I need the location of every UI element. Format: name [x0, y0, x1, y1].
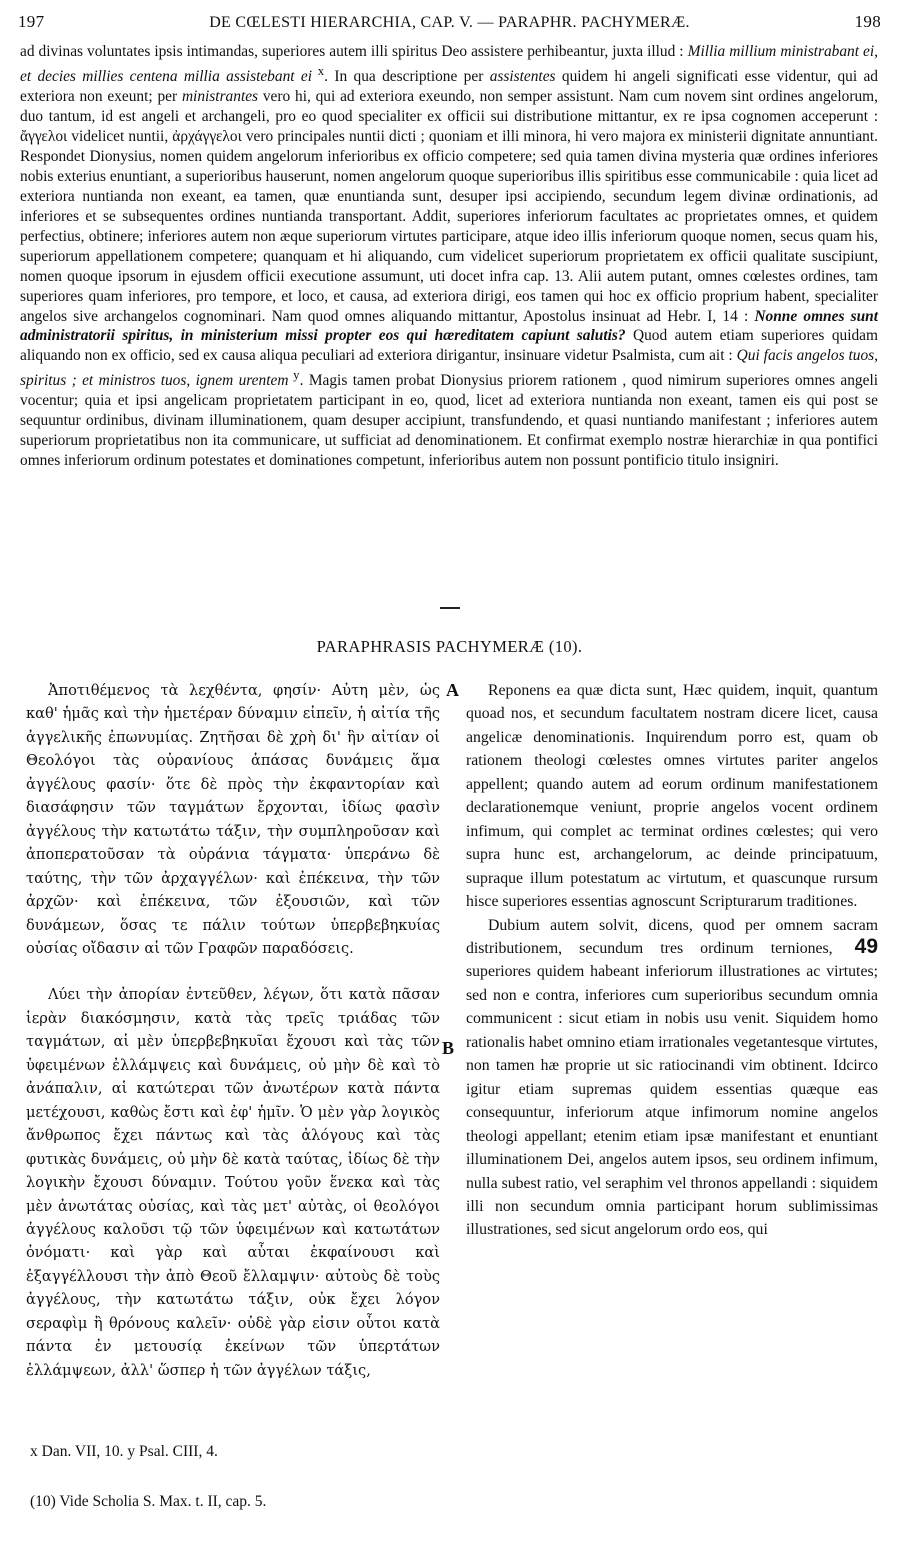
greek-paragraph: Λύει τὴν ἀπορίαν ἐντεῦθεν, λέγων, ὅτι κατὰ πᾶσαν ἱερὰν διακόσμησιν, κατὰ τὰς τρεῖς τριάδας τῶν ταγμάτων, αἱ μὲν ὑπερβεβηκυῖαι ἔχουσι καὶ τὰς τῶν ὑφειμένων ἐλλάμψεις καὶ δυνάμεις, οὐ μὴν δὲ καὶ τὸ ἀνάπαλιν, αἱ κατώτεραι τῶν ἀνωτέρων κατὰ πάντα μετέχουσι, καθὼς ἔστι καὶ ἐφ' ἡμῖν. Ὁ μὲν γὰρ λογικὸς ἄνθρωπος ἔχει πάντως καὶ τὰς ἀλόγους καὶ τὰς φυτικὰς δυνάμεις, οὐ μὴν δὲ κατὰ ταύτας, ἰδίως δὲ τὴν λογικὴν ἔχουσι δύναμιν. Τούτου γοῦν ἕνεκα καὶ τὰς μὲν ἀνωτάτας οὐσίας, καὶ τὰς μετ' αὐτὰς, οἱ θεολόγοι ἀγγέλους καλοῦσι τῷ τῶν ὑφειμένων καὶ κατωτάτων ὀνόματι· καὶ γὰρ καὶ αὗται ἐκφαίνουσι καὶ ἐξαγγέλλουσι τὴν ἀπὸ Θεοῦ ἔλλαμψιν· αὐτοὺς δὲ τοὺς ἀγγέλους, τὴν κατωτάτω τάξιν, οὐκ ἔχει λόγον σεραφὶμ ἢ θρόνους καλεῖν· οὐδὲ γὰρ εἰσιν οὗτοι κατὰ πάντα ἐν μετουσίᾳ ἐκείνων τῶν ὑπερτάτων ἐλλάμψεων, ἀλλ' ὥσπερ ἡ τῶν ἀγγέλων τάξις, — [26, 986, 440, 1379]
text-run: superiores quidem habeant inferiorum illustrationes ac virtutes; sed non e contra, inferiores cum superioribus secundum omnia communicent : sicut etiam in nobis usu venit. Siquidem homo rationalis habet omnino etiam irrationales vegetantesque virtutes, non tamen hæ proprie ut sic ratiocinandi vim obtinent. Idcirco igitur etiam supremas quidem essentias quæque eas consequuntur, inferiorum atque infimorum nomine angelos theologi appellant; etenim etiam ipsæ manifestant et enuntiant illuminationem Dei, angelos autem ipsos, seu ordinem infimum, nulla subest ratio, vel seraphim vel thronos appellandi : siquidem illi non secundum omnia participant horum sublimissimas illustrationes, sed sicut angelorum ordo eos, qui — [466, 963, 878, 1239]
footnote-ref: y — [288, 368, 300, 383]
text-run: . In qua descriptione per — [324, 68, 490, 86]
footnote-scholia: (10) Vide Scholia S. Max. t. II, cap. 5. — [30, 1493, 267, 1510]
scripture-quote: Millia millium ministrabant ei, et decies millies centena millia assistebant ei — [20, 43, 878, 86]
scripture-quote: Nonne omnes sunt administratorii spiritus, in ministerium missi propter eos qui hæreditatem capiunt salutis? — [20, 307, 879, 345]
text-run: ad divinas voluntates ipsis intimandas, superiores autem illi spiritus Deo assistere perhibeantur, juxta illud : — [20, 43, 688, 60]
greek-column — [26, 679, 440, 1382]
column-number: 49 — [854, 934, 878, 958]
scripture-quote: Qui facis angelos tuos, spiritus ; et ministros tuos, ignem urentem — [20, 347, 878, 390]
page-number-left: 197 — [18, 12, 45, 31]
footnote-ref: x — [312, 63, 325, 78]
latin-paragraph: Reponens ea quæ dicta sunt, Hæc quidem, inquit, quantum quoad nos, et secundum facultatem nostram dicere licet, causa angelicæ denominationis. Inquirendum porro est, quam ob rationem theologi cœlestes omnes virtutes pariter angelos appellent; quando autem ad eorum ordinum manifestationem declarationemque veniunt, proprie angelos vocent ordinem infimum, qui complet ac terminat ordines cœlestes; qui vero supra hunc est, archangelorum, ac deinde principatuum, supraque illum potestatum ac virtutum, et quascunque rursum hisce superiores essentias agnoscunt Scripturarum traditiones. — [466, 682, 878, 911]
greek-paragraph: Ἀποτιθέμενος τὰ λεχθέντα, φησίν· Αὐτη μὲν, ὡς καθ' ἡμᾶς καὶ τὴν ἡμετέραν δύναμιν εἰπεῖν, ἡ αἰτία τῆς ἀγγελικῆς ἐπωνυμίας. Ζητῆσαι δὲ χρὴ δι' ἣν αἰτίαν οἱ Θεολόγοι τὰς οὐρανίους ἁπάσας δυνάμεις ἅμα ἀγγέλους φασίν· ὅτε δὲ πρὸς τὴν ἐκφαντορίαν καὶ διασάφησιν τῶν ταγμάτων ἔρχονται, ἰδίως φασὶν ἀγγέλους τὴν κατωτάτω τάξιν, τὴν συμπληροῦσαν καὶ ἀποπερατοῦσαν τὰ οὐράνια τάγματα· ὑπεράνω δὲ ταύτης, τὴν τῶν ἀρχαγγέλων· καὶ ἐπέκεινα, τὴν τῶν ἀρχῶν· καὶ ἐπέκεινα, τῶν ἐξουσιῶν, καὶ τῶν δυνάμεων, ὅσας τε πάλιν τούτων ὑπερβεβηκυίας οὐσίας οἴδασιν αἱ τῶν Γραφῶν παραδόσεις. — [26, 682, 440, 957]
text-run: Quod autem etiam superiores quidam aliquando non ex officio, sed ex causa aliqua peculiari ad exteriora dirigantur, insinuare videtur Psalmista, cum ait : — [20, 327, 878, 365]
text-run: vero hi, qui ad exteriora exeundo, non semper assistunt. Nam cum novem sint ordines angelorum, duo tantum, id est angeli et archangeli, pro eo quod specialiter ex officii sui distributione mittantur, ex re ipsa cognomen acceperunt : ἄγγελοι videlicet nuntii, ἀρχάγγελοι vero principales nuntii dicti ; quoniam et illi minora, hi vero majora ex ministerii dignitate annuntiant. Respondet Dionysius, nomen quidem angelorum inferioribus ex officio competere; sed quia tamen divina mysteria quæ ordines inferiores nobis exterius enuntiant, a superioribus hauserunt, nomen angelorum quoque superioribus illis spiritibus esse communicabile : quia licet ad exteriora nuntianda non exeant, ea tamen, quæ enuntianda sunt, desuper ipsi accipiendo, secundum legem divinæ ordinationis, ad inferiores et se subsequentes ordines nuntianda transportant. Addit, superiores inferiorum facultates ac proprietates omnes, et quidem perfectius, obtinere; inferiores autem non æque superiorum virtutes participare, atque ideo illis inferiorum quoque nomen, secus quam his, superiorum appellationem competere; quanquam et hi aliquando, cum videlicet superiorum proprietatem ex officii qualitate suscipiunt, nomen quoque ipsorum in ejusdem officii executione assumunt, uti docet infra cap. 13. Alii autem putant, omnes cœlestes ordines, tam superiores quam inferiores, pro tempore, et loco, et causa, ad exteriora dirigi, eos tamen qui hoc ex officio proprium habent, specialiter angelos sive archangelos cognominari. Nam quod omnes aliquando mittantur, Apostolus insinuat ad Hebr. I, 14 : — [20, 88, 878, 325]
section-title: PARAPHRASIS PACHYMERÆ (10). — [316, 637, 583, 656]
footnote-references: x Dan. VII, 10. y Psal. CIII, 4. — [30, 1443, 218, 1460]
text-run: . Magis tamen probat Dionysius priorem rationem , quod nimirum superiores omnes angeli vocentur; quia et ipsi angelicam proprietatem participant in eo, quod, licet ad exteriora nuntianda non exeant, tamen eis qui post se sequuntur ordinibus, divinam illuminationem, quam desuper accipiunt, transfundendo, et quasi nuntiando manifestant ; inferiores autem superiorum proprietatibus non ita communicare, ut sufficiat ad denominationem. Et confirmat exemplo nostræ hierarchiæ in qua pontifici omnes inferiorum ordinum potestates et dominationes competunt, inferioribus autem non possunt pontificio titulo insigniri. — [20, 372, 879, 470]
commentary-paragraph — [20, 42, 878, 471]
running-header — [18, 12, 881, 38]
latin-column — [466, 679, 878, 1242]
emphasis-word: ministrantes — [181, 88, 259, 106]
margin-marker-a: A — [446, 680, 459, 700]
text-run: quidem hi angeli significati esse videntur, qui ad exteriora non exeunt; per — [20, 68, 878, 106]
latin-paragraph — [466, 914, 878, 1242]
page-number-right: 198 — [854, 12, 881, 31]
section-separator — [440, 607, 460, 609]
emphasis-word: assistentes — [489, 68, 556, 86]
margin-marker-b: B — [442, 1038, 455, 1058]
text-run: Dubium autem solvit, dicens, quod per omnem sacram distributionem, secundum tres ordinum terniones, — [466, 916, 878, 957]
running-title: DE CŒLESTI HIERARCHIA, CAP. V. — PARAPHR. PACHYMERÆ. — [209, 14, 690, 31]
commentary-text — [20, 42, 878, 471]
